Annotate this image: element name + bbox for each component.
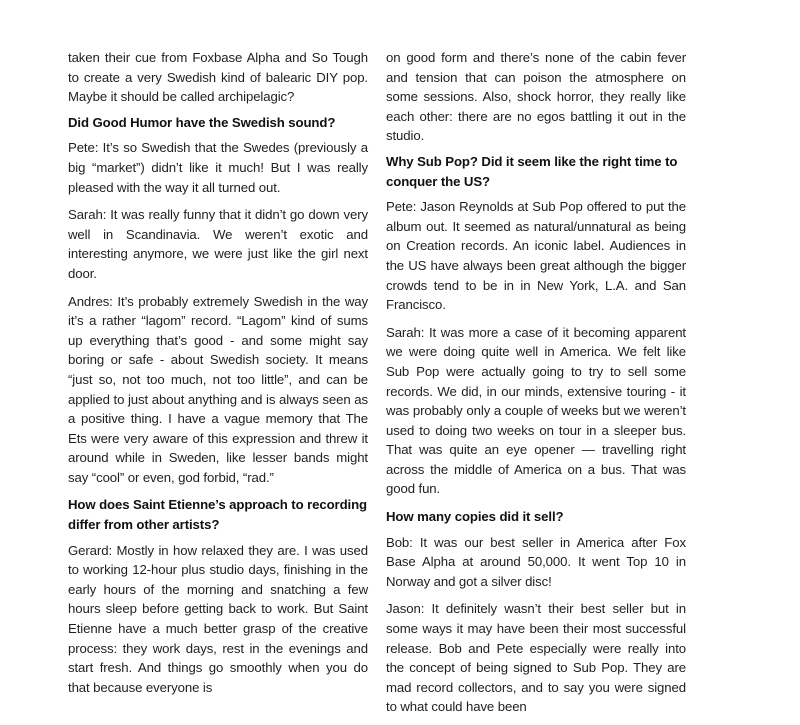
left-column [68,48,368,705]
question-heading-sub-pop: Why Sub Pop? Did it seem like the right time to conquer the US? [386,153,678,189]
answer-sarah-america: Sarah: It was more a case of it becoming apparent we were doing quite well in America. We felt like Sub Pop were actually going to try to sell some records. We did, in our minds, extensive touring - it was probably only a couple of weeks but we weren’t used to doing two weeks on tour in a sleeper bus. That was quite an eye opener — travelling right across the middle of America on a bus. That was good fun. [386,324,686,497]
answer-bob-sales: Bob: It was our best seller in America after Fox Base Alpha at around 50,000. It went Top 10 in Norway and got a silver disc! [386,534,686,589]
answer-pete-swedish: Pete: It’s so Swedish that the Swedes (previously a big “market”) didn’t like it much! But I was really pleased with the way it all turned out. [68,140,368,195]
paragraph-continuation: taken their cue from Foxbase Alpha and So Tough to create a very Swedish kind of balearic DIY pop. Maybe it should be called archipelagic? [68,50,368,105]
answer-jason-release: Jason: It definitely wasn’t their best seller but in some ways it may have been their most successful release. Bob and Pete especially were really into the concept of being signed to Sub Pop. They are mad record collectors, and to say you were signed to what could have been [386,601,686,715]
question-heading-swedish-sound: Did Good Humor have the Swedish sound? [68,114,336,130]
question-heading-copies-sold: How many copies did it sell? [386,509,564,525]
paragraph-continuation-right: on good form and there’s none of the cabin fever and tension that can poison the atmosphere on some sessions. Also, shock horror, they really like each other: there are no egos battling it out in the studio. [386,50,686,144]
answer-gerard-relaxed: Gerard: Mostly in how relaxed they are. I was used to working 12-hour plus studio days, finishing in the early hours of the morning and snatching a few hours sleep before getting back to work. But Saint Etienne have a much better grasp of the creative process: they work days, rest in the evenings and start fresh. And things go smoothly when you do that because everyone is [68,542,368,695]
question-heading-recording-approach: How does Saint Etienne’s approach to recording differ from other artists? [68,497,368,533]
answer-andres-lagom: Andres: It’s probably extremely Swedish in the way it’s a rather “lagom” record. “Lagom” kind of sums up everything that’s good - and some might say boring or safe - about Swedish society. It means “just so, not too much, not too little”, and can be applied to just about anything and is always seen as a positive thing. I have a vague memory that The Ets were very aware of this expression and threw it around while in Sweden, like lesser bands might say “cool” or even, god forbid, “rad.” [68,293,368,485]
answer-sarah-scandinavia: Sarah: It was really funny that it didn’t go down very well in Scandinavia. We weren’t exotic and interesting anymore, we were just like the girl next door. [68,207,368,281]
right-column [386,48,686,725]
answer-pete-sub-pop: Pete: Jason Reynolds at Sub Pop offered to put the album out. It seemed as natural/unnatural as being on Creation records. An iconic label. Audiences in the US have always been great although the bigger crowds tend to be in in New York, L.A. and San Francisco. [386,199,686,313]
